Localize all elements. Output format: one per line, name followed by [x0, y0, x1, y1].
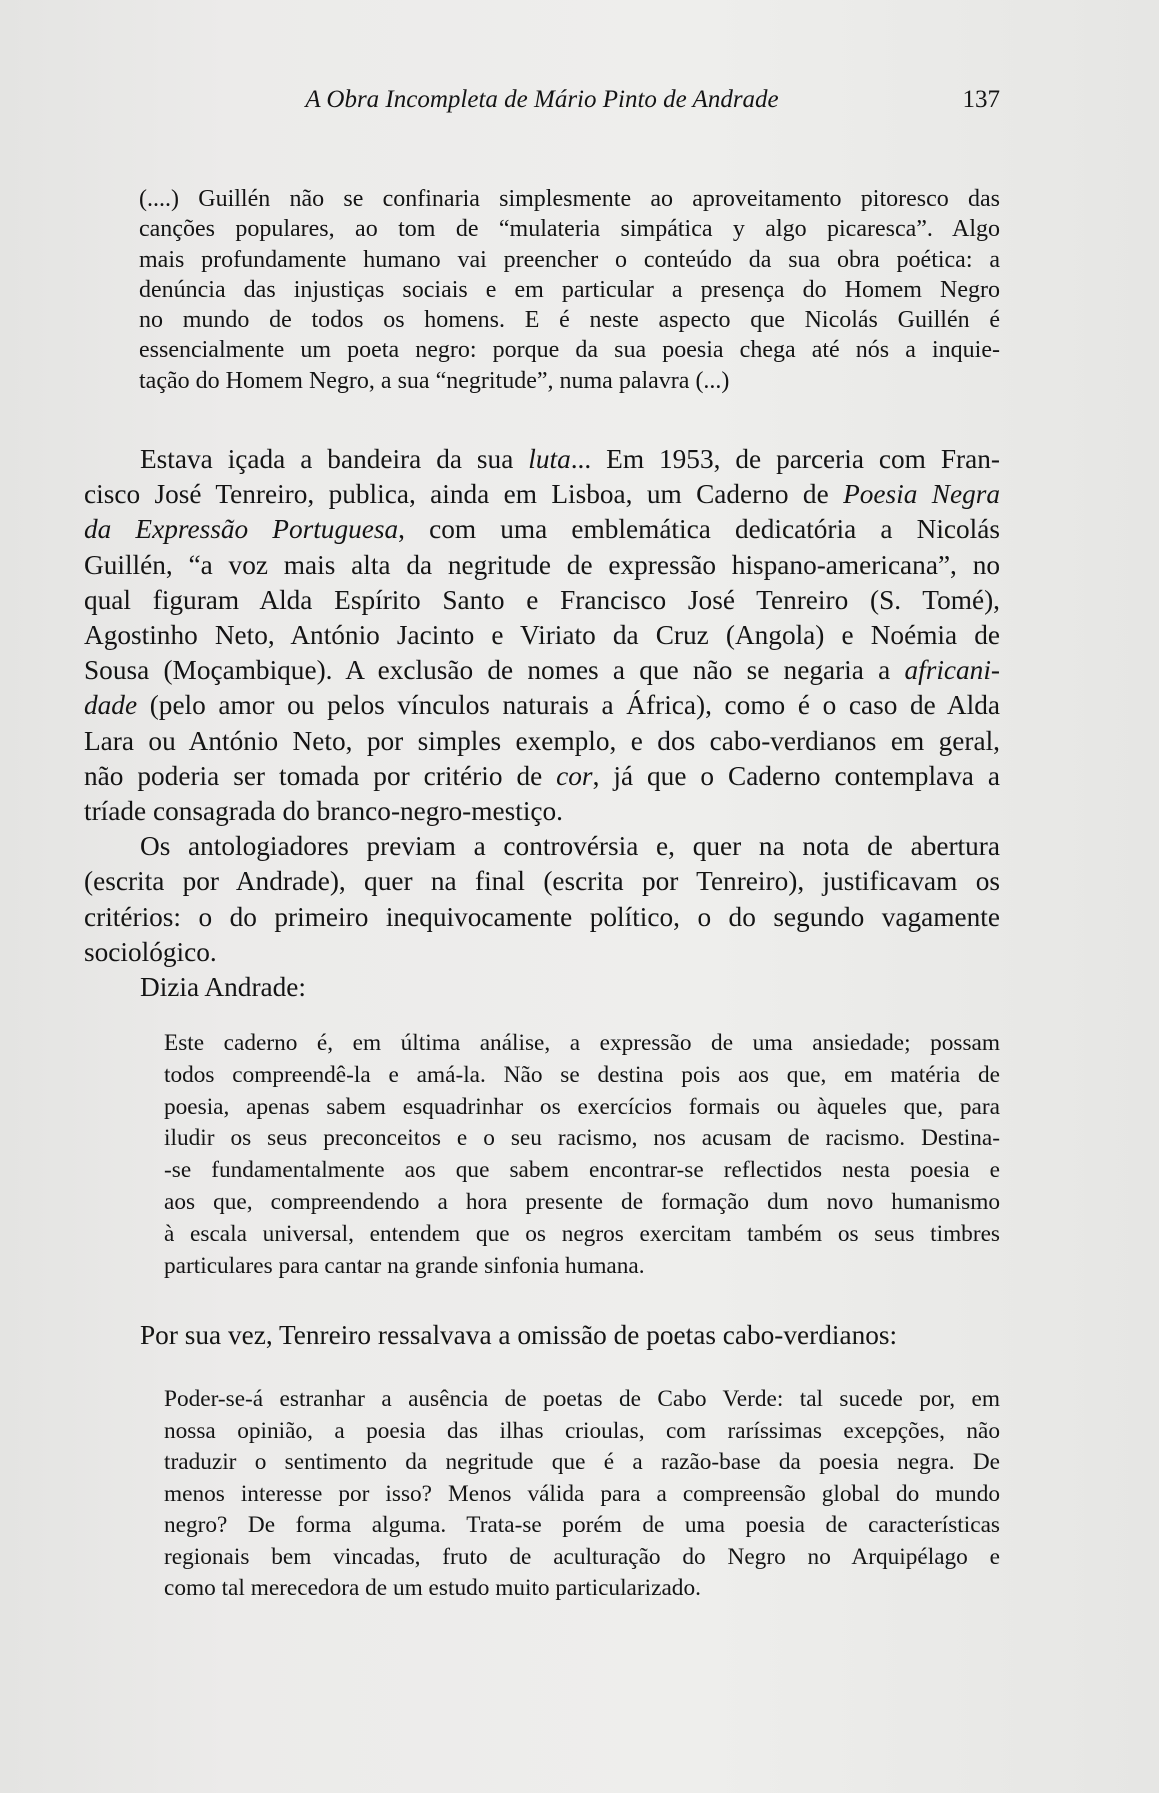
quote-line: Este caderno é, em última análise, a expressão de uma ansiedade; possam — [164, 1030, 1000, 1056]
quote-line: à escala universal, entendem que os negros exercitam também os seus timbres — [164, 1220, 1000, 1247]
body-line: não poderia ser tomada por critério de cor, já que o Caderno contemplava a — [84, 760, 1000, 791]
quote-line: Poder-se-á estranhar a ausência de poetas de Cabo Verde: tal sucede por, em — [164, 1386, 1000, 1412]
quote-line: mais profundamente humano vai preencher o conteúdo da sua obra poética: a — [139, 246, 1000, 273]
body-line: qual figuram Alda Espírito Santo e Francisco José Tenreiro (S. Tomé), — [84, 584, 1000, 615]
quote-line: poesia, apenas sabem esquadrinhar os exercícios formais ou àqueles que, para — [164, 1093, 1000, 1120]
quote-line: nossa opinião, a poesia das ilhas crioulas, com raríssimas excepções, não — [164, 1417, 1000, 1444]
body-line: tríade consagrada do branco-negro-mestiço. — [84, 796, 564, 827]
block-quote-andrade — [164, 1028, 1000, 1282]
body-line: (escrita por Andrade), quer na final (escrita por Tenreiro), justificavam os — [84, 866, 1000, 897]
body-line: Os antologiadores previam a controvérsia e, quer na nota de abertura — [140, 831, 1000, 862]
quote-line: menos interesse por isso? Menos válida para a compreensão global do mundo — [164, 1480, 1000, 1507]
quote-line: negro? De forma alguma. Trata-se porém de uma poesia de características — [164, 1512, 1000, 1538]
quote-line: como tal merecedora de um estudo muito particularizado. — [164, 1575, 701, 1601]
quote-line: aos que, compreendendo a hora presente de formação dum novo humanismo — [164, 1188, 1000, 1215]
body-line: Dizia Andrade: — [140, 972, 306, 1003]
quote-line: tação do Homem Negro, a sua “negritude”, numa palavra (...) — [139, 367, 730, 394]
quote-line: particulares para cantar na grande sinfonia humana. — [164, 1252, 645, 1279]
quote-line: iludir os seus preconceitos e o seu racismo, nos acusam de racismo. Destina- — [164, 1125, 1000, 1152]
main-text — [84, 442, 1000, 1005]
quote-line: canções populares, ao tom de “mulateria simpática y algo picaresca”. Algo — [139, 216, 1000, 243]
running-title: A Obra Incompleta de Mário Pinto de Andrade — [305, 86, 779, 113]
body-line: Sousa (Moçambique). A exclusão de nomes a que não se negaria a africani- — [84, 655, 1000, 686]
block-quote-guillen — [139, 184, 1000, 396]
body-line: cisco José Tenreiro, publica, ainda em Lisboa, um Caderno de Poesia Negra — [84, 479, 1000, 510]
quote-line: regionais bem vincadas, fruto de aculturação do Negro no Arquipélago e — [164, 1543, 1000, 1570]
body-line: dade (pelo amor ou pelos vínculos naturais a África), como é o caso de Alda — [84, 690, 1000, 721]
body-line: Guillén, “a voz mais alta da negritude de expressão hispano-americana”, no — [84, 549, 1000, 580]
body-line: Agostinho Neto, António Jacinto e Viriato da Cruz (Angola) e Noémia de — [84, 620, 1000, 651]
quote-line: traduzir o sentimento da negritude que é a razão-base da poesia negra. De — [164, 1449, 1000, 1475]
body-line: da Expressão Portuguesa, com uma emblemática dedicatória a Nicolás — [84, 514, 1000, 545]
quote-line: -se fundamentalmente aos que sabem encontrar-se reflectidos nesta poesia e — [164, 1157, 1000, 1184]
body-line: critérios: o do primeiro inequivocamente político, o do segundo vagamente — [84, 901, 1000, 932]
running-header — [84, 82, 1000, 122]
quote-line: todos compreendê-la e amá-la. Não se destina pois aos que, em matéria de — [164, 1061, 1000, 1088]
quote-line: denúncia das injustiças sociais e em particular a presença do Homem Negro — [139, 276, 1000, 303]
quote-line: no mundo de todos os homens. E é neste aspecto que Nicolás Guillén é — [139, 307, 1000, 334]
page-number: 137 — [962, 86, 1000, 113]
body-paragraph-tenreiro-intro: Por sua vez, Tenreiro ressalvava a omissão de poetas cabo-verdianos: — [140, 1320, 898, 1350]
body-line: Estava içada a bandeira da sua luta... Em 1953, de parceria com Fran- — [140, 444, 1000, 474]
quote-line: (....) Guillén não se confinaria simplesmente ao aproveitamento pitoresco das — [139, 186, 1000, 212]
quote-line: essencialmente um poeta negro: porque da sua poesia chega até nós a inquie- — [139, 337, 1000, 364]
body-line: sociológico. — [84, 936, 217, 967]
body-line: Lara ou António Neto, por simples exemplo, e dos cabo-verdianos em geral, — [84, 725, 1000, 756]
block-quote-tenreiro — [164, 1384, 1000, 1605]
